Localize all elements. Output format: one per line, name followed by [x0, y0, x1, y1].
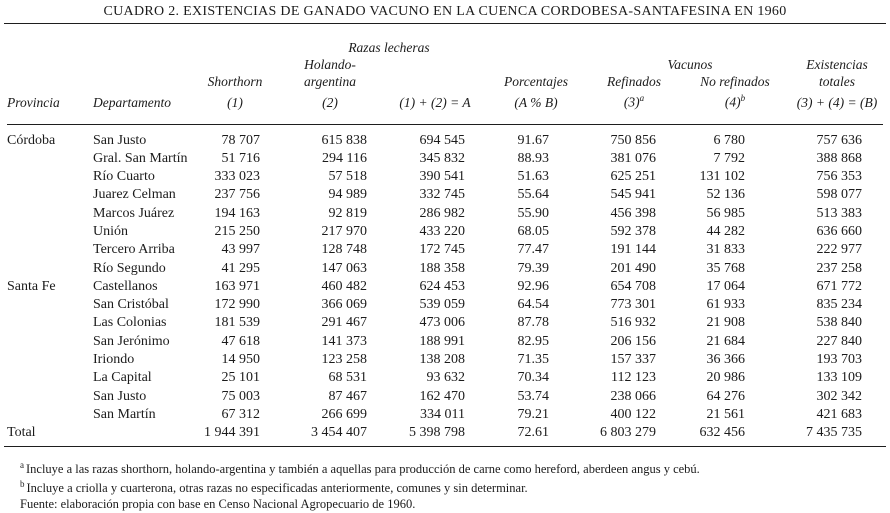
cell-provincia — [7, 369, 93, 387]
cell-refinados: 654 708 — [610, 278, 656, 294]
header-suma-a: (1) + (2) = A — [387, 90, 483, 124]
cell-provincia — [7, 205, 93, 223]
cell-provincia — [7, 241, 93, 259]
cell-shorthorn: 78 707 — [221, 132, 260, 148]
cell-suma-a: 345 832 — [419, 150, 465, 166]
cell-shorthorn: 194 163 — [214, 205, 260, 221]
cell-holando: 217 970 — [321, 223, 367, 239]
cell-no-refinados: 44 282 — [706, 223, 745, 239]
header-holando-key: (2) — [273, 90, 387, 124]
header-existencias-line1: Existencias — [806, 57, 868, 72]
cell-porcentaje: 91.67 — [517, 132, 549, 148]
cell-holando: 460 482 — [321, 278, 367, 294]
cell-departamento: Marcos Juárez — [93, 205, 175, 221]
cell-shorthorn: 75 003 — [221, 388, 260, 404]
cell-holando: 123 258 — [321, 352, 367, 368]
table-total — [7, 424, 883, 442]
header-group-vacunos: Vacunos — [667, 57, 713, 72]
cell-refinados: 400 122 — [610, 406, 656, 422]
cell-holando: 147 063 — [321, 260, 367, 276]
cell-provincia: Total — [7, 425, 36, 441]
footnote-b-ref: b — [740, 93, 746, 103]
cell-shorthorn: 1 944 391 — [204, 425, 260, 441]
table-row — [7, 186, 883, 204]
cell-existencias: 7 435 735 — [806, 425, 862, 441]
cell-porcentaje: 88.93 — [517, 150, 549, 166]
table-row — [7, 124, 883, 150]
cell-porcentaje: 82.95 — [517, 333, 549, 349]
cell-departamento: San Justo — [93, 132, 147, 148]
cell-suma-a: 5 398 798 — [409, 425, 465, 441]
cell-porcentaje: 87.78 — [517, 315, 549, 331]
cell-departamento: Las Colonias — [93, 315, 167, 331]
cell-porcentaje: 55.90 — [517, 205, 549, 221]
cell-suma-a: 93 632 — [426, 370, 465, 386]
cell-refinados: 112 123 — [611, 370, 656, 386]
cell-porcentaje: 72.61 — [517, 425, 549, 441]
cell-no-refinados: 35 768 — [706, 260, 745, 276]
cell-departamento: Río Cuarto — [93, 169, 155, 185]
cell-suma-a: 390 541 — [419, 169, 465, 185]
cell-provincia: Santa Fe — [7, 278, 56, 294]
cell-provincia — [7, 186, 93, 204]
cell-porcentaje: 92.96 — [517, 278, 549, 294]
header-group-row-1 — [7, 24, 883, 56]
footnote-a: $^a$ Incluye a las razas shorthorn, holando-argentina y también a aquellas para producción de carne como hereford, aberdeen angus y cebú. — [20, 459, 700, 476]
table-row — [7, 260, 883, 278]
header-label-row — [7, 73, 883, 90]
cell-provincia: Córdoba — [7, 132, 56, 148]
cell-existencias: 538 840 — [816, 315, 862, 331]
cell-provincia — [7, 260, 93, 278]
cell-refinados: 456 398 — [610, 205, 656, 221]
table-row — [7, 351, 883, 369]
cell-departamento: Iriondo — [93, 352, 135, 368]
cell-no-refinados: 61 933 — [706, 297, 745, 313]
cell-no-refinados: 7 792 — [713, 150, 745, 166]
cell-existencias: 302 342 — [816, 388, 862, 404]
cell-shorthorn: 215 250 — [214, 223, 260, 239]
cell-existencias: 756 353 — [816, 169, 862, 185]
cell-refinados: 157 337 — [610, 352, 656, 368]
cell-departamento: San Jerónimo — [93, 333, 170, 349]
cell-refinados: 773 301 — [610, 297, 656, 313]
header-holando-line2: argentina — [304, 74, 356, 89]
cell-no-refinados: 31 833 — [706, 242, 745, 258]
cell-porcentaje: 68.05 — [517, 223, 549, 239]
total-row — [7, 424, 883, 442]
table-bottom-divider — [4, 446, 886, 447]
cell-provincia — [7, 333, 93, 351]
cell-holando: 87 467 — [328, 388, 367, 404]
header-refinados-key: $(3)^a$ — [589, 90, 679, 124]
table-row — [7, 205, 883, 223]
header-holando-line1: Holando- — [304, 57, 356, 72]
footnote-b: $^b$ Incluye a criolla y cuarterona, otras razas no especificadas anteriormente, comunes y sin determinar. — [20, 479, 528, 496]
cell-suma-a: 138 208 — [419, 352, 465, 368]
table-header — [7, 24, 883, 124]
cell-holando: 128 748 — [321, 242, 367, 258]
cell-existencias: 222 977 — [816, 242, 862, 258]
cell-refinados: 191 144 — [610, 242, 656, 258]
table-body — [7, 124, 883, 424]
cell-porcentaje: 79.21 — [517, 406, 549, 422]
cell-shorthorn: 25 101 — [221, 370, 260, 386]
table-row — [7, 314, 883, 332]
cell-shorthorn: 51 716 — [221, 150, 260, 166]
cell-departamento: Río Segundo — [93, 260, 166, 276]
cell-refinados: 381 076 — [610, 150, 656, 166]
cell-provincia — [7, 223, 93, 241]
table-row — [7, 278, 883, 296]
header-group-razas-lecheras: Razas lecheras — [348, 40, 430, 55]
table-row — [7, 241, 883, 259]
cell-existencias: 237 258 — [816, 260, 862, 276]
cell-departamento — [93, 424, 197, 442]
cell-departamento: Unión — [93, 223, 128, 239]
table-row — [7, 296, 883, 314]
cell-existencias: 835 234 — [816, 297, 862, 313]
cell-shorthorn: 163 971 — [214, 278, 260, 294]
cell-suma-a: 332 745 — [419, 187, 465, 203]
cell-departamento: Tercero Arriba — [93, 242, 175, 258]
cell-existencias: 757 636 — [816, 132, 862, 148]
cell-provincia — [7, 168, 93, 186]
footnotes — [8, 458, 882, 513]
cell-porcentaje: 64.54 — [517, 297, 549, 313]
cell-suma-a: 473 006 — [419, 315, 465, 331]
cell-refinados: 206 156 — [610, 333, 656, 349]
cell-porcentaje: 77.47 — [517, 242, 549, 258]
table-row — [7, 406, 883, 424]
cell-refinados: 545 941 — [610, 187, 656, 203]
header-no-refinados-key: $(4)^b$ — [679, 90, 791, 124]
cell-shorthorn: 14 950 — [221, 352, 260, 368]
cell-existencias: 133 109 — [816, 370, 862, 386]
cell-suma-a: 188 991 — [419, 333, 465, 349]
cell-holando: 3 454 407 — [311, 425, 367, 441]
header-porcentajes-key: (A % B) — [483, 90, 589, 124]
cell-no-refinados: 131 102 — [699, 169, 745, 185]
cell-refinados: 750 856 — [610, 132, 656, 148]
cell-no-refinados: 21 561 — [706, 406, 745, 422]
cell-holando: 94 989 — [328, 187, 367, 203]
footnote-a-ref: a — [639, 93, 645, 103]
cell-no-refinados: 632 456 — [699, 425, 745, 441]
cell-shorthorn: 43 997 — [221, 242, 260, 258]
cell-holando: 141 373 — [321, 333, 367, 349]
header-shorthorn-key: (1) — [197, 90, 273, 124]
table-row — [7, 388, 883, 406]
cell-porcentaje: 70.34 — [517, 370, 549, 386]
cell-refinados: 592 378 — [610, 223, 656, 239]
table-title: CUADRO 2. EXISTENCIAS DE GANADO VACUNO EN LA CUENCA CORDOBESA-SANTAFESINA EN 1960 — [103, 4, 787, 19]
header-porcentajes-line1: Porcentajes — [504, 74, 568, 89]
cell-suma-a: 433 220 — [419, 223, 465, 239]
table-row — [7, 150, 883, 168]
cell-porcentaje: 55.64 — [517, 187, 549, 203]
cell-refinados: 238 066 — [610, 388, 656, 404]
table-row — [7, 168, 883, 186]
header-existencias-line2: totales — [819, 74, 855, 89]
cell-holando: 68 531 — [328, 370, 367, 386]
cell-departamento: Castellanos — [93, 278, 158, 294]
cell-no-refinados: 21 908 — [706, 315, 745, 331]
cell-provincia — [7, 314, 93, 332]
cell-existencias: 388 868 — [816, 150, 862, 166]
footnote-source: Fuente: elaboración propia con base en Censo Nacional Agropecuario de 1960. — [20, 497, 416, 512]
cell-holando: 291 467 — [321, 315, 367, 331]
header-no-refinados-line1: No refinados — [700, 74, 770, 89]
cell-porcentaje: 79.39 — [517, 260, 549, 276]
cell-suma-a: 334 011 — [420, 406, 465, 422]
cell-refinados: 201 490 — [610, 260, 656, 276]
cell-departamento: La Capital — [93, 370, 152, 386]
cell-porcentaje: 51.63 — [517, 169, 549, 185]
header-existencias-key: (3) + (4) = (B) — [791, 90, 883, 124]
cell-no-refinados: 64 276 — [706, 388, 745, 404]
header-departamento: Departamento — [93, 90, 197, 124]
cell-suma-a: 286 982 — [419, 205, 465, 221]
cell-holando: 366 069 — [321, 297, 367, 313]
cell-no-refinados: 21 684 — [706, 333, 745, 349]
cell-refinados: 516 932 — [610, 315, 656, 331]
cell-suma-a: 162 470 — [419, 388, 465, 404]
cell-suma-a: 172 745 — [419, 242, 465, 258]
header-shorthorn-line1: Shorthorn — [207, 74, 263, 89]
cell-shorthorn: 181 539 — [214, 315, 260, 331]
cell-provincia — [7, 351, 93, 369]
cell-existencias: 598 077 — [816, 187, 862, 203]
cell-departamento: San Cristóbal — [93, 297, 169, 313]
table-row — [7, 333, 883, 351]
cell-porcentaje: 53.74 — [517, 388, 549, 404]
cell-refinados: 625 251 — [610, 169, 656, 185]
cell-departamento: Juarez Celman — [93, 187, 176, 203]
cell-departamento: Gral. San Martín — [93, 150, 188, 166]
cell-existencias: 193 703 — [816, 352, 862, 368]
table-row — [7, 369, 883, 387]
cell-holando: 266 699 — [321, 406, 367, 422]
header-provincia: Provincia — [7, 90, 93, 124]
cell-existencias: 227 840 — [816, 333, 862, 349]
cell-shorthorn: 333 023 — [214, 169, 260, 185]
cell-suma-a: 694 545 — [419, 132, 465, 148]
cell-no-refinados: 17 064 — [706, 278, 745, 294]
header-group-row-2 — [7, 56, 883, 73]
table-row — [7, 223, 883, 241]
cell-existencias: 671 772 — [816, 278, 862, 294]
cell-holando: 92 819 — [328, 205, 367, 221]
header-refinados-line1: Refinados — [607, 74, 661, 89]
cell-departamento: San Justo — [93, 388, 147, 404]
cell-holando: 294 116 — [322, 150, 367, 166]
cell-shorthorn: 172 990 — [214, 297, 260, 313]
cell-suma-a: 624 453 — [419, 278, 465, 294]
cell-shorthorn: 237 756 — [214, 187, 260, 203]
cell-provincia — [7, 150, 93, 168]
cell-suma-a: 539 059 — [419, 297, 465, 313]
cell-no-refinados: 20 986 — [706, 370, 745, 386]
livestock-table — [7, 24, 883, 443]
cell-provincia — [7, 406, 93, 424]
cell-provincia — [7, 296, 93, 314]
cell-shorthorn: 41 295 — [221, 260, 260, 276]
cell-provincia — [7, 388, 93, 406]
cell-no-refinados: 36 366 — [706, 352, 745, 368]
cell-shorthorn: 67 312 — [221, 406, 260, 422]
cell-no-refinados: 52 136 — [706, 187, 745, 203]
cell-existencias: 421 683 — [816, 406, 862, 422]
cell-existencias: 513 383 — [816, 205, 862, 221]
cell-existencias: 636 660 — [816, 223, 862, 239]
cell-holando: 57 518 — [328, 169, 367, 185]
cell-refinados: 6 803 279 — [600, 425, 656, 441]
cell-suma-a: 188 358 — [419, 260, 465, 276]
cell-holando: 615 838 — [321, 132, 367, 148]
cell-shorthorn: 47 618 — [221, 333, 260, 349]
cell-porcentaje: 71.35 — [517, 352, 549, 368]
cell-no-refinados: 56 985 — [706, 205, 745, 221]
header-key-row — [7, 90, 883, 124]
cell-departamento: San Martín — [93, 406, 156, 422]
cell-no-refinados: 6 780 — [713, 132, 745, 148]
